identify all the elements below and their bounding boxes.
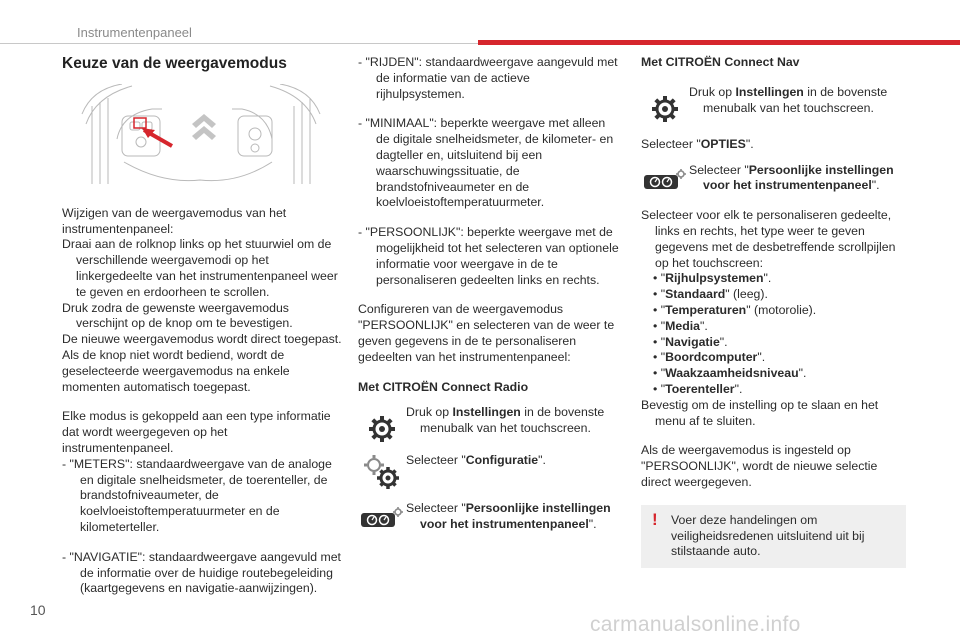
instrument-panel-settings-icon (358, 501, 406, 529)
body-paragraph: Elke modus is gekoppeld aan een type informatie dat wordt weergegeven op het instrumentenpaneel. (62, 409, 331, 455)
mode-description: - "METERS": standaardweergave van de analoge en digitale snelheidsmeter, de toerenteller, de brandstofniveaumeter, de koelvloeistoftemperatuurmeter en de kilometerteller. (62, 456, 332, 534)
instruction-item (62, 237, 342, 300)
intro-line-1: Wijzigen van de weergavemodus van het (62, 205, 287, 220)
left-column (62, 56, 342, 597)
option-item: • "Navigatie". (653, 334, 728, 349)
step-text: Druk op Instellingen in de bovenste menubalk van het touchscreen. (689, 84, 888, 115)
page-heading: Keuze van de weergavemodus (62, 55, 287, 72)
middle-column (358, 55, 620, 533)
gear-icon (358, 405, 406, 443)
body-paragraph: De nieuwe weergavemodus wordt direct toegepast. (62, 332, 342, 347)
nav-step-1 (641, 85, 906, 123)
header-rule (0, 43, 478, 44)
step-text: Selecteer voor elk te personaliseren gedeelte, links en rechts, het type weer te geven gegevens met de desbetreffende scrollpijlen op het touchscreen: (641, 208, 896, 270)
step-text: Bevestig om de instelling op te slaan en het menu af te sluiten. (641, 397, 879, 428)
instruction-text: Draai aan de rolknop links op het stuurwiel om de verschillende weergavemodi op het linkergedeelte van het instrumentenpaneel weer te geven en erdoorheen te scrollen. (62, 237, 338, 299)
option-item: • "Standaard" (leeg). (653, 287, 768, 302)
warning-text: Voer deze handelingen om veiligheidsredenen uitsluitend uit bij stilstaande auto. (671, 512, 865, 559)
option-item: • "Rijhulpsystemen". (653, 271, 772, 286)
radio-step-3 (358, 501, 620, 533)
radio-step-2 (358, 453, 620, 491)
header-accent-bar (478, 40, 960, 45)
option-item: • "Media". (653, 318, 708, 333)
mode-description: - "PERSOONLIJK": beperkte weergave met de mogelijkheid tot het selecteren van optionele informatie voor weergave in de te personaliseren gedeelten links en rechts. (358, 225, 619, 287)
settings-gears-icon (358, 453, 406, 491)
instruction-text: Druk zodra de gewenste weergavemodus verschijnt op de knop om te bevestigen. (62, 300, 293, 331)
instrument-panel-settings-icon (641, 163, 689, 191)
right-column (641, 55, 906, 568)
radio-section-title: Met CITROËN Connect Radio (358, 379, 529, 394)
option-item: • "Boordcomputer". (653, 350, 766, 365)
option-list (641, 271, 906, 397)
mode-description: - "NAVIGATIE": standaardweergave aangevuld met de informatie over de huidige routebegeleiding (kaartgegevens en navigatie-aanwijzingen). (62, 549, 341, 596)
warning-icon: ! (652, 509, 658, 529)
body-paragraph: Configureren van de weergavemodus "PERSOONLIJK" en selecteren van de weer te geven gegevens in de te personaliseren gedeelten van het instrumentenpaneel: (358, 302, 615, 364)
intro-line-2: instrumentenpaneel: (62, 221, 174, 236)
step-text: Selecteer "Persoonlijke instellingen voor het instrumentenpaneel". (406, 501, 611, 532)
step-text: Selecteer "OPTIES". (641, 136, 754, 151)
watermark: carmanualsonline.info (590, 613, 801, 636)
gear-icon (641, 85, 689, 123)
warning-box (641, 505, 906, 568)
step-text: Druk op Instellingen in de bovenste menubalk van het touchscreen. (406, 405, 605, 436)
steering-wheel-illustration (62, 84, 338, 184)
option-item: • "Temperaturen" (motorolie). (653, 302, 817, 317)
mode-description: - "RIJDEN": standaardweergave aangevuld met de informatie van de actieve rijhulpsystemen. (358, 55, 618, 101)
instruction-item (62, 301, 342, 333)
mode-description: - "MINIMAAL": beperkte weergave met alleen de digitale snelheidsmeter, de kilometer- en dagteller en, uitsluitend bij een waarschuwingssituatie, de brandstofniveaumeter en de koelvloeistoftemperatuurmeter. (358, 116, 614, 210)
nav-step-3 (641, 163, 906, 195)
step-text: Selecteer "Persoonlijke instellingen voor het instrumentenpaneel". (689, 162, 894, 193)
radio-step-1 (358, 405, 620, 443)
page-number: 10 (30, 602, 46, 618)
option-item: • "Waakzaamheidsniveau". (653, 366, 807, 381)
body-paragraph: Als de weergavemodus is ingesteld op "PERSOONLIJK", wordt de nieuwe selectie direct weergegeven. (641, 443, 878, 489)
body-paragraph: Als de knop niet wordt bediend, wordt de geselecteerde weergavemodus na enkele momenten automatisch toegepast. (62, 347, 290, 394)
step-text: Selecteer "Configuratie". (406, 453, 546, 468)
option-item: • "Toerenteller". (653, 381, 743, 396)
section-title: Instrumentenpaneel (77, 25, 192, 40)
nav-section-title: Met CITROËN Connect Nav (641, 55, 800, 69)
